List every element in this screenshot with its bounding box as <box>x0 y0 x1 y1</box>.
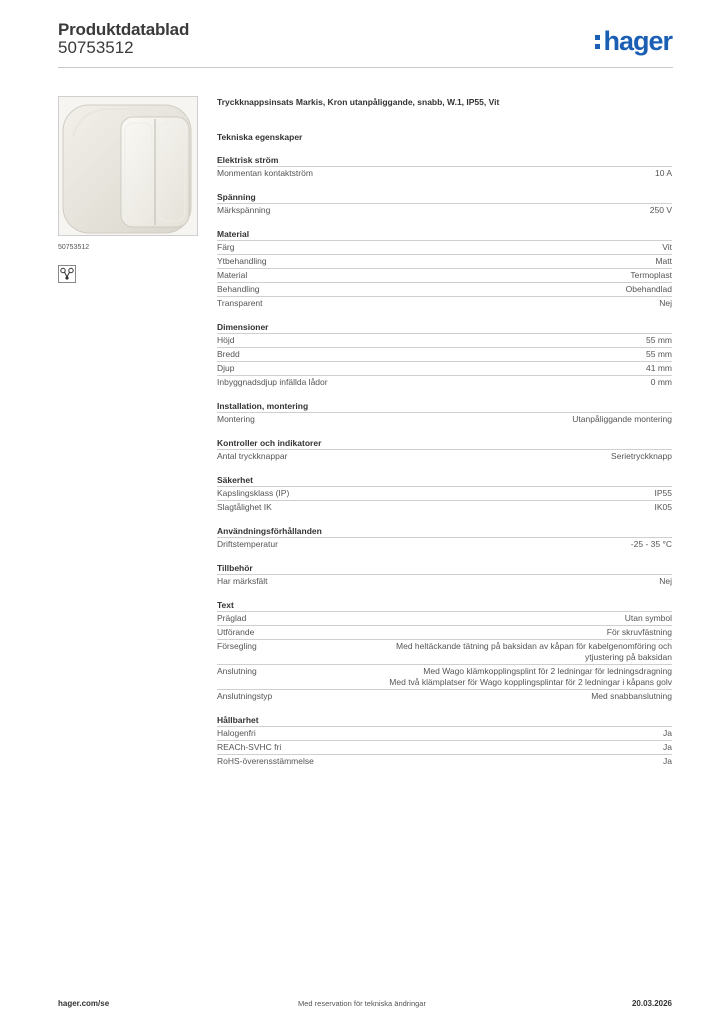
spec-label: Försegling <box>217 641 257 651</box>
image-caption: 50753512 <box>58 244 90 251</box>
spec-row <box>217 500 672 514</box>
footer-date: 20.03.2026 <box>631 999 672 1008</box>
spec-row <box>217 166 672 180</box>
product-name: Tryckknappsinsats Markis, Kron utanpåliggande, snabb, W.1, IP55, Vit <box>217 97 500 107</box>
spec-value: Serietryckknapp <box>611 451 672 461</box>
spec-value: Med Wago klämkopplingsplint för 2 ledningar för ledningsdragning Med två klämplatser för Wago kopplingsplintar för 2 ledningar i kåpans golv <box>389 666 672 687</box>
spec-label: Material <box>217 270 248 280</box>
certification-icon <box>58 265 76 283</box>
spec-value: IK05 <box>654 502 672 512</box>
group-title: Tillbehör <box>217 563 253 573</box>
spec-label: Har märksfält <box>217 576 268 586</box>
spec-value: Med snabbanslutning <box>591 691 672 701</box>
spec-row <box>217 611 672 625</box>
spec-value: Med heltäckande tätning på baksidan av kåpan för kabelgenomföring och ytjustering på baksidan <box>396 641 672 662</box>
spec-label: Präglad <box>217 613 247 623</box>
spec-row <box>217 740 672 754</box>
spec-label: Kapslingsklass (IP) <box>217 488 290 498</box>
spec-label: Bredd <box>217 349 240 359</box>
spec-value: IP55 <box>654 488 672 498</box>
spec-value: Nej <box>659 576 672 586</box>
spec-row <box>217 726 672 740</box>
group-title: Elektrisk ström <box>217 155 279 165</box>
spec-value: För skruvfästning <box>606 627 672 637</box>
spec-value: Matt <box>655 256 672 266</box>
spec-groups <box>217 155 672 768</box>
group-title: Kontroller och indikatorer <box>217 438 322 448</box>
spec-row <box>217 240 672 254</box>
spec-value: 41 mm <box>646 363 672 373</box>
spec-label: Märkspänning <box>217 205 271 215</box>
spec-row <box>217 639 672 664</box>
spec-value: Vit <box>662 242 672 252</box>
spec-row <box>217 268 672 282</box>
spec-label: Ytbehandling <box>217 256 267 266</box>
spec-panel <box>217 96 672 768</box>
spec-value: -25 - 35 °C <box>630 539 672 549</box>
product-number: 50753512 <box>58 38 134 57</box>
group-title: Användningsförhållanden <box>217 526 322 536</box>
header-divider <box>58 67 673 68</box>
spec-label: Höjd <box>217 335 235 345</box>
group-title: Text <box>217 600 234 610</box>
spec-row <box>217 254 672 268</box>
spec-row <box>217 537 672 551</box>
spec-row <box>217 296 672 310</box>
spec-label: Färg <box>217 242 235 252</box>
spec-label: RoHS-överensstämmelse <box>217 756 314 766</box>
spec-value: 250 V <box>649 205 672 215</box>
spec-value: Nej <box>659 298 672 308</box>
spec-label: Driftstemperatur <box>217 539 278 549</box>
spec-label: Anslutning <box>217 666 257 676</box>
spec-value: 0 mm <box>650 377 672 387</box>
spec-row <box>217 486 672 500</box>
spec-row <box>217 689 672 703</box>
spec-value: Ja <box>663 756 672 766</box>
spec-row <box>217 449 672 463</box>
spec-value: Termoplast <box>630 270 672 280</box>
spec-value: Ja <box>663 728 672 738</box>
spec-label: Montering <box>217 414 255 424</box>
logo-dots-icon <box>595 31 602 51</box>
spec-label: Monmentan kontaktström <box>217 168 313 178</box>
group-title: Installation, montering <box>217 401 309 411</box>
spec-row <box>217 754 672 768</box>
spec-label: Halogenfri <box>217 728 256 738</box>
group-title: Spänning <box>217 192 256 202</box>
product-image <box>58 96 198 236</box>
spec-label: Antal tryckknappar <box>217 451 288 461</box>
spec-label: Transparent <box>217 298 263 308</box>
spec-row <box>217 361 672 375</box>
spec-value: Utanpåliggande montering <box>572 414 672 424</box>
group-title: Dimensioner <box>217 322 269 332</box>
page-title: Produktdatablad <box>58 20 190 39</box>
spec-value: 10 A <box>654 168 672 178</box>
spec-row <box>217 333 672 347</box>
group-title: Säkerhet <box>217 475 253 485</box>
group-title: Hållbarhet <box>217 715 259 725</box>
spec-row <box>217 375 672 389</box>
spec-label: REACh-SVHC fri <box>217 742 282 752</box>
logo-text: hager <box>603 26 672 56</box>
spec-value: Obehandlad <box>625 284 672 294</box>
footer-disclaimer: Med reservation för tekniska ändringar <box>298 999 426 1008</box>
spec-value: 55 mm <box>646 335 672 345</box>
spec-label: Behandling <box>217 284 260 294</box>
spec-row <box>217 203 672 217</box>
spec-label: Slagtålighet IK <box>217 502 272 512</box>
spec-row <box>217 412 672 426</box>
spec-row <box>217 347 672 361</box>
spec-label: Inbyggnadsdjup infällda lådor <box>217 377 328 387</box>
spec-value: Ja <box>663 742 672 752</box>
spec-row <box>217 664 672 689</box>
spec-label: Djup <box>217 363 235 373</box>
spec-value: Utan symbol <box>624 613 672 623</box>
spec-row <box>217 574 672 588</box>
spec-row <box>217 625 672 639</box>
spec-value: 55 mm <box>646 349 672 359</box>
footer-website: hager.com/se <box>58 999 110 1008</box>
group-title: Material <box>217 229 250 239</box>
spec-label: Anslutningstyp <box>217 691 273 701</box>
section-title: Tekniska egenskaper <box>217 132 303 142</box>
spec-label: Utförande <box>217 627 255 637</box>
hager-logo <box>595 26 672 56</box>
spec-row <box>217 282 672 296</box>
